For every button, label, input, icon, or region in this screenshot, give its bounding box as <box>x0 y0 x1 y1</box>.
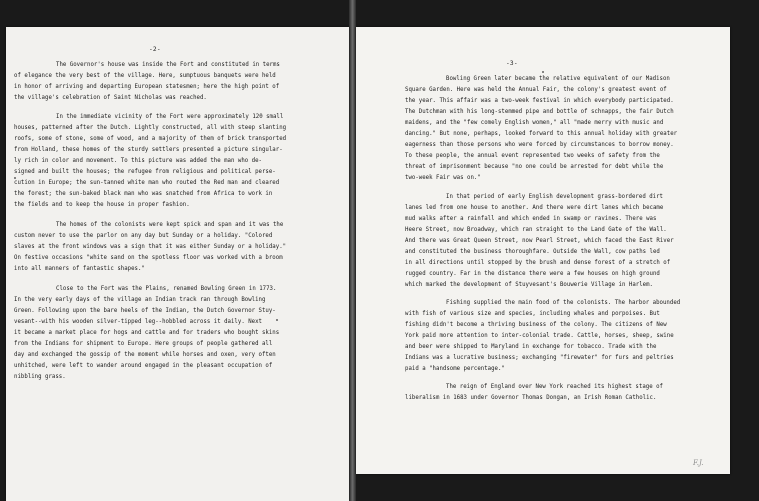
text-line: fishing didn't become a thriving business of the colony. The citizens of New <box>405 322 667 328</box>
text-line: cution in Europe; the sun-tanned white man who routed the Red man and cleared <box>14 180 280 186</box>
text-line: York paid more attention to inter-colonial trade. Cattle, horses, sheep, swine <box>405 333 674 339</box>
text-line: Close to the Fort was the Plains, renamed Bowling Green in 1773. <box>56 286 277 292</box>
text-line: dancing." But none, perhaps, looked forward to this annual holiday with greater <box>405 131 678 137</box>
text-line: Square Garden. Here was held the Annual Fair, the colony's greatest event of <box>405 87 667 93</box>
text-line: into all manners of fantastic shapes." <box>14 266 145 272</box>
text-line: In that period of early English development grass-bordered dirt <box>446 194 663 200</box>
text-line: The homes of the colonists were kept spick and span and it was the <box>56 222 284 228</box>
text-line: the village's celebration of Saint Nicholas was reached. <box>14 95 207 101</box>
text-line: To these people, the annual event represented two weeks of safety from the <box>405 153 660 159</box>
text-line: maidens, and the "few comely English women," all "made merry with music and <box>405 120 664 126</box>
text-line: The Governor's house was inside the Fort and constituted in terms <box>56 62 280 68</box>
text-line: day and exchanged the gossip of the moment while horses and oxen, very often <box>14 352 276 358</box>
text-line: In the immediate vicinity of the Fort were approximately 120 small <box>56 114 284 120</box>
text-line: eagerness than those persons who were forced by circumstances to borrow money. <box>405 142 674 148</box>
text-line: slaves at the front windows was a sign that it was either Sunday or a holiday." <box>14 244 287 250</box>
text-line: The reign of England over New York reached its highest stage of <box>446 384 663 390</box>
text-line: from the Indians for shipment to Europe. Here groups of people gathered all <box>14 341 273 347</box>
dust-speck <box>542 71 544 73</box>
text-line: The Dutchman with his long-stemmed pipe and bottle of schnapps, the fair Dutch <box>405 109 674 115</box>
text-line: And there was Great Queen Street, now Pearl Street, which faced the East River <box>405 238 674 244</box>
text-line: vesant--with his wooden silver-tipped leg--hobbled across it daily. Next <box>14 319 262 325</box>
text-line: lanes led from one house to another. And there were dirt lanes which became <box>405 205 664 211</box>
text-line: Heere Street, now Broadway, which ran straight to the Land Gate of the Wall. <box>405 227 667 233</box>
text-line: Bowling Green later became the relative equivalent of our Madison <box>446 76 670 82</box>
text-line: liberalism in 1683 under Governor Thomas Dongan, an Irish Roman Catholic. <box>405 395 657 401</box>
text-line: roofs, some of stone, some of wood, and a majority of them of brick transported <box>14 136 287 142</box>
text-line: Fishing supplied the main food of the colonists. The harbor abounded <box>446 300 681 306</box>
text-line: On festive occasions "white sand on the spotless floor was worked with a broom <box>14 255 283 261</box>
left-page-number: -2- <box>149 46 161 53</box>
left-page <box>6 27 349 501</box>
text-line: signed and built the houses; the refugee from religious and political perse- <box>14 169 276 175</box>
text-line: unhitched, were left to wander around engaged in the pleasant occupation of <box>14 363 273 369</box>
text-line: it became a market place for hogs and cattle and for traders who bought skins <box>14 330 280 336</box>
text-line: and beer were shipped to Maryland in exchange for tobacco. Trade with the <box>405 344 657 350</box>
text-line: custom never to use the parlor on any day but Sunday or a holiday. "Colored <box>14 233 273 239</box>
text-line: ly rich in color and movement. To this picture was added the man who de- <box>14 158 262 164</box>
text-line: the forest; the sun-baked black man who was snatched from Africa to work in <box>14 191 273 197</box>
text-line: which marked the development of Stuyvesant's Bouwerie Village in Harlem. <box>405 282 653 288</box>
text-line: of elegance the very best of the village. Here, sumptuous banquets were held <box>14 73 276 79</box>
text-line: the fields and to keep the house in proper fashion. <box>14 202 190 208</box>
text-line: with fish of various size and species, including whales and porpoises. But <box>405 311 660 317</box>
handwritten-initials: F.J. <box>693 459 704 467</box>
text-line: in all directions until stopped by the brush and dense forest of a stretch of <box>405 260 671 266</box>
binding-gutter <box>349 0 356 501</box>
text-line: the year. This affair was a two-week festival in which everybody participated. <box>405 98 674 104</box>
text-line: In the very early days of the village an Indian track ran through Bowling <box>14 297 266 303</box>
text-line: paid a "handsome percentage." <box>405 366 505 372</box>
text-line: nibbling grass. <box>14 374 66 380</box>
text-line: from Holland, these homes of the sturdy settlers presented a picture singular- <box>14 147 283 153</box>
text-line: and constituted the business thoroughfare. Outside the Wall, cow paths led <box>405 249 660 255</box>
text-line: mud walks after a rainfall and which ended in swamp or ravines. There was <box>405 216 657 222</box>
right-page <box>356 27 730 474</box>
text-line: Indians was a lucrative business; exchanging "firewater" for furs and peltries <box>405 355 674 361</box>
text-line: houses, patterned after the Dutch. Lightly constructed, all with steep slanting <box>14 125 287 131</box>
dust-speck <box>276 319 278 321</box>
right-page-number: -3- <box>506 60 518 67</box>
text-line: threat of imprisonment because "no one could be arrested for debt while the <box>405 164 664 170</box>
dust-speck <box>14 177 16 179</box>
text-line: rugged country. Far in the distance there were a few houses on high ground <box>405 271 660 277</box>
text-line: in honor of arriving and departing European statesmen; here the high point of <box>14 84 280 90</box>
text-line: two-week Fair was on." <box>405 175 481 181</box>
text-line: Green. Following upon the bare heels of the Indian, the Dutch Governor Stuy- <box>14 308 276 314</box>
